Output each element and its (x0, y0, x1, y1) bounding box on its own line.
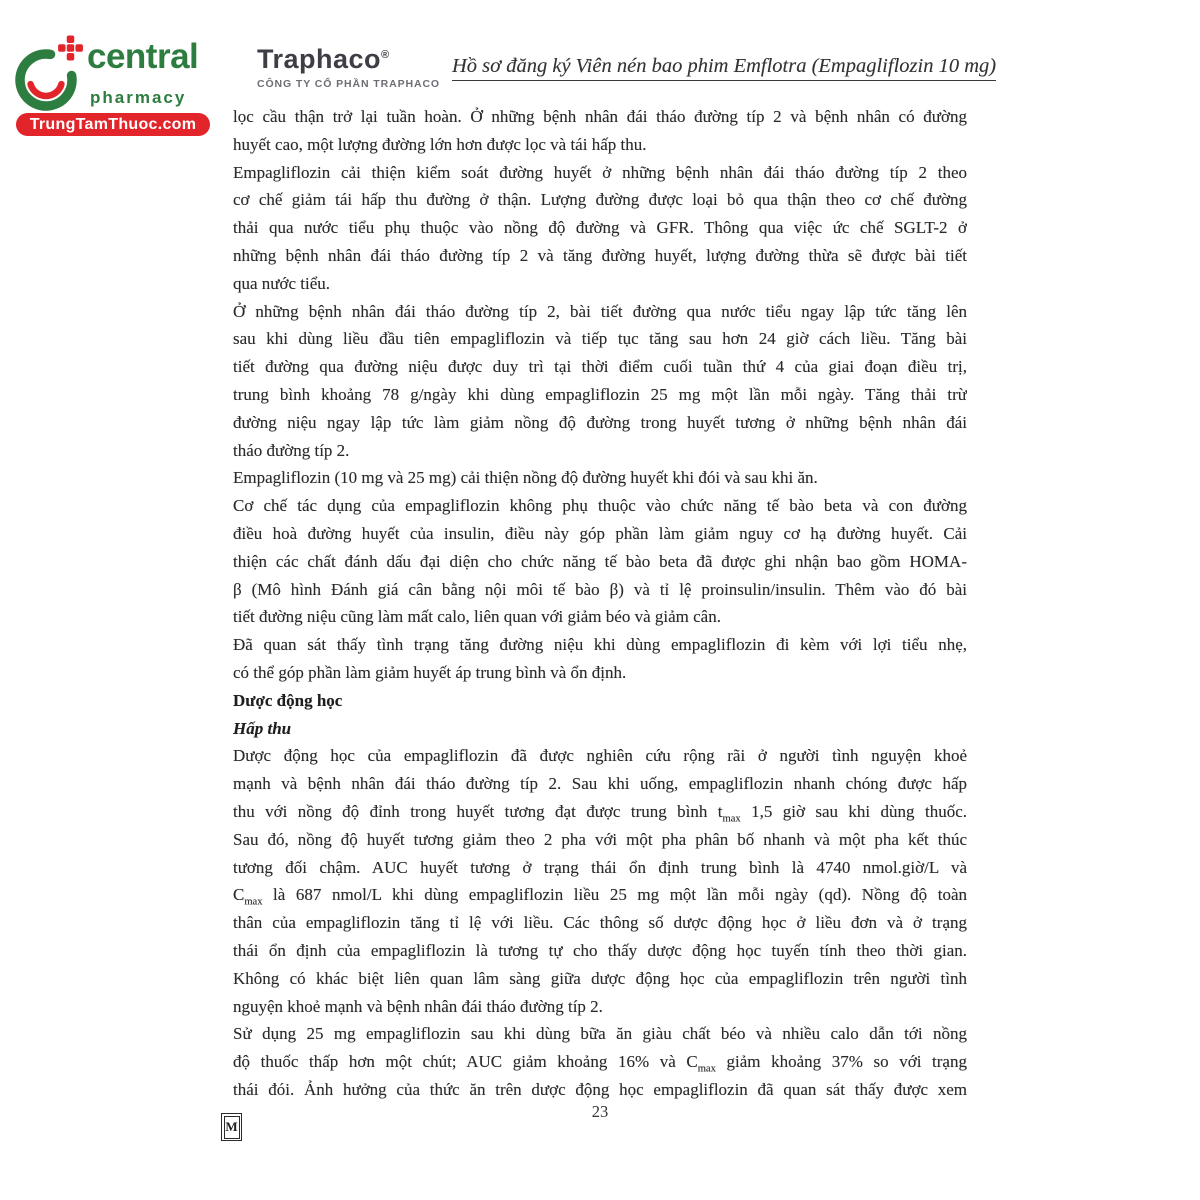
traphaco-name: Traphaco® (257, 44, 390, 74)
document-header-title: Hồ sơ đăng ký Viên nén bao phim Emflotra (Empagliflozin 10 mg) (452, 55, 996, 81)
text-line: Ở những bệnh nhân đái tháo đường típ 2, bài tiết đường qua nước tiểu ngay lập tức tăng lên (233, 301, 967, 321)
text-line: tiết đường qua đường niệu được duy trì tại thời điểm cuối tuần thứ 4 của giai đoạn điều trị, (233, 357, 967, 377)
text-line: huyết cao, một lượng đường lớn hơn được lọc và tái hấp thu. (233, 134, 647, 154)
trungtamthuoc-badge: TrungTamThuoc.com (16, 113, 210, 136)
text-line: Dược động học của empagliflozin đã được nghiên cứu rộng rãi ở người tình nguyện khoẻ (233, 746, 967, 766)
text-line: lọc cầu thận trở lại tuần hoàn. Ở những bệnh nhân đái tháo đường típ 2 và bệnh nhân có đường (233, 107, 967, 126)
text-line: qua nước tiểu. (233, 273, 331, 293)
text-line: Đã quan sát thấy tình trạng tăng đường niệu khi dùng empagliflozin đi kèm với lợi tiểu nhẹ, (233, 635, 967, 655)
text-line: tiết đường niệu cũng làm mất calo, liên quan với giảm béo và giảm cân. (233, 607, 721, 627)
text-line: $C_{max}$ là 687 nmol/L khi dùng empagliflozin liều 25 mg một lần mỗi ngày (qd). Nồng độ toàn (233, 885, 967, 908)
plus-icon (58, 36, 83, 61)
corner-stamp (221, 1113, 242, 1141)
central-pharmacy-logo-icon (15, 35, 85, 111)
central-pharmacy-name: central (87, 37, 199, 76)
paragraph (233, 1020, 967, 1103)
text-line: cơ chế giảm tái hấp thu đường ở thận. Lượng đường được loại bỏ qua thận theo cơ chế đường (233, 190, 967, 210)
text-line: thái ổn định của empagliflozin là tương tự cho thấy dược động học tuyến tính theo thời gian. (233, 940, 967, 960)
text-line: nguyện khoẻ mạnh và bệnh nhân đái tháo đường típ 2. (233, 996, 603, 1016)
text-line: thái đói. Ảnh hưởng của thức ăn trên dược động học empagliflozin đã quan sát thấy được xem (233, 1079, 967, 1099)
traphaco-logo (257, 44, 440, 90)
text-line: Sử dụng 25 mg empagliflozin sau khi dùng bữa ăn giàu chất béo và nhiều calo dẫn tới nồng (233, 1024, 967, 1044)
text-line: sau khi dùng liều đầu tiên empagliflozin và tiếp tục tăng sau hơn 24 giờ cách liều. Tăng bài (233, 329, 967, 349)
registered-mark: ® (381, 49, 390, 61)
text-line: Sau đó, nồng độ huyết tương giảm theo 2 pha với một pha phân bố nhanh và một pha kết thúc (233, 829, 967, 849)
text-line: thân của empagliflozin tăng tỉ lệ với liều. Các thông số dược động học ở liều đơn và ở trạng (233, 913, 967, 933)
paragraph (233, 464, 967, 492)
text-line: những bệnh nhân đái tháo đường típ 2 và tăng đường huyết, lượng đường thừa sẽ được bài tiết (233, 245, 967, 265)
text-line: Empagliflozin cải thiện kiểm soát đường huyết ở những bệnh nhân đái tháo đường típ 2 theo (233, 162, 967, 182)
central-pharmacy-logo (15, 33, 220, 139)
corner-stamp-letter: M (224, 1116, 240, 1139)
text-line: Không có khác biệt liên quan lâm sàng giữa dược động học của empagliflozin trên người tình (233, 968, 967, 988)
paragraph (233, 631, 967, 687)
text-line: có thể góp phần làm giảm huyết áp trung bình và ổn định. (233, 662, 627, 682)
central-pharmacy-subname: pharmacy (90, 88, 187, 107)
text-line: điều hoà đường huyết của insulin, điều này góp phần làm giảm nguy cơ hạ đường huyết. Cải (233, 523, 967, 543)
text-line: β (Mô hình Đánh giá cân bằng nội môi tế bào β) và tỉ lệ proinsulin/insulin. Thêm vào đó bài (233, 579, 967, 599)
text-line: thải qua nước tiểu phụ thuộc vào nồng độ đường và GFR. Thông qua việc ức chế SGLT-2 ở (233, 218, 967, 238)
paragraph (233, 687, 967, 715)
paragraph (233, 159, 967, 298)
page-number: 23 (591, 1102, 609, 1121)
text-line: đường niệu ngay lập tức làm giảm nồng độ đường trong huyết tương ở những bệnh nhân đái (233, 412, 967, 432)
text-line: tương đối chậm. AUC huyết tương ở trạng thái ổn định trung bình là 4740 nmol.giờ/L và (233, 857, 967, 877)
traphaco-subtitle: CÔNG TY CỔ PHẦN TRAPHACO (257, 78, 440, 90)
paragraph (233, 742, 967, 1020)
text-line: trung bình khoảng 78 g/ngày khi dùng empagliflozin 25 mg một lần mỗi ngày. Tăng thải trừ (233, 384, 967, 404)
paragraph (233, 103, 967, 159)
text-line: mạnh và bệnh nhân đái tháo đường típ 2. Sau khi uống, empagliflozin nhanh chóng được hấp (233, 774, 967, 794)
text-line: độ thuốc thấp hơn một chút; AUC giảm khoảng 16% và $C_{max}$ giảm khoảng 37% so với trạng (233, 1052, 967, 1075)
text-line: thu với nồng độ đỉnh trong huyết tương đạt được trung bình $t_{max}$ 1,5 giờ sau khi dùng thuốc. (233, 801, 967, 825)
paragraph (233, 492, 967, 631)
paragraph (233, 715, 967, 743)
text-line: Empagliflozin (10 mg và 25 mg) cải thiện nồng độ đường huyết khi đói và sau khi ăn. (233, 468, 818, 488)
text-line: Cơ chế tác dụng của empagliflozin không phụ thuộc vào chức năng tế bào beta và con đường (233, 496, 967, 516)
text-line: thiện các chất đánh dấu đại diện cho chức năng tế bào beta đã được ghi nhận bao gồm HOMA- (233, 551, 967, 571)
document-body (233, 103, 967, 1104)
text-line: Hấp thu (233, 718, 292, 738)
paragraph (233, 298, 967, 465)
text-line: tháo đường típ 2. (233, 440, 350, 460)
text-line: Dược động học (233, 690, 343, 710)
